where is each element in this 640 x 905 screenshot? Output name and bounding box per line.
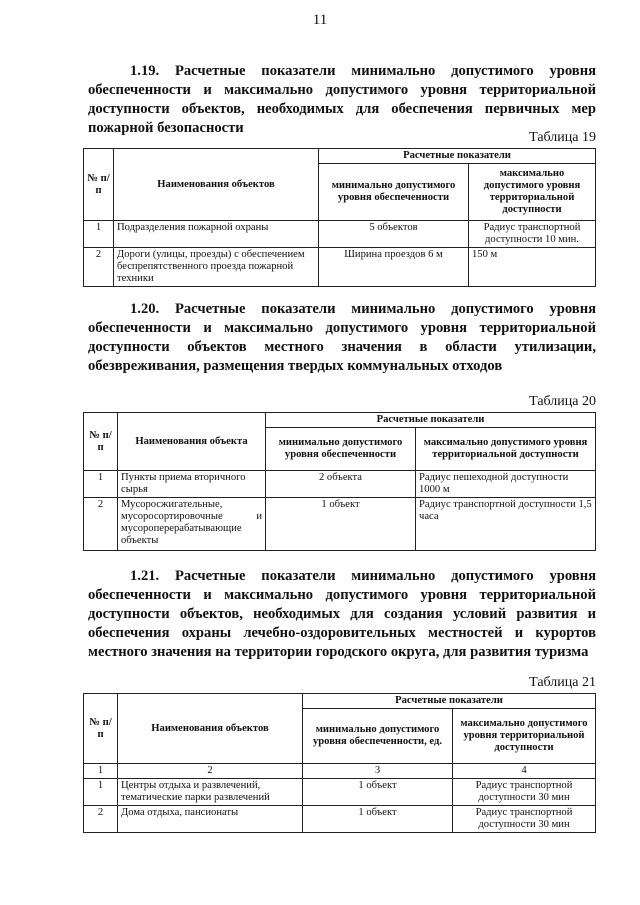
cell-max: Радиус транспортной доступности 30 мин <box>453 806 596 833</box>
cell-min: 1 объект <box>303 779 453 806</box>
table-row <box>84 471 596 498</box>
cell-num: 1 <box>84 221 114 248</box>
header-name: Наименования объекта <box>118 413 266 471</box>
cell-name: Центры отдыха и развлечений, тематические парки развлечений <box>118 779 303 806</box>
cell-max: 150 м <box>469 248 596 287</box>
table-21 <box>83 693 596 833</box>
cell-name: Мусоросжигательные, мусоросортировочные и мусороперерабатывающие объекты <box>118 498 266 551</box>
header-max: максимально допустимого уровня территориальной доступности <box>416 428 596 471</box>
cell-name: Дороги (улицы, проезды) с обеспечением беспрепятственного проезда пожарной техники <box>114 248 319 287</box>
header-num: № п/п <box>84 149 114 221</box>
cell-name: Подразделения пожарной охраны <box>114 221 319 248</box>
col-number: 4 <box>453 764 596 779</box>
cell-max: Радиус транспортной доступности 30 мин <box>453 779 596 806</box>
column-numbers-row <box>84 764 596 779</box>
cell-num: 1 <box>84 779 118 806</box>
header-group: Расчетные показатели <box>319 149 596 164</box>
header-min: минимально допустимого уровня обеспеченности, ед. <box>303 709 453 764</box>
section-1-19 <box>88 62 596 138</box>
header-max: максимально допустимого уровня территориальной доступности <box>469 164 596 221</box>
cell-num: 2 <box>84 498 118 551</box>
cell-num: 2 <box>84 806 118 833</box>
section-heading: 1.20. Расчетные показатели минимально допустимого уровня обеспеченности и максимально допустимого уровня территориальной доступности объектов местного значения в области утилизации, обезвреживания, размещения твердых коммунальных отходов <box>88 301 596 374</box>
cell-min: 5 объектов <box>319 221 469 248</box>
header-name: Наименования объектов <box>118 694 303 764</box>
cell-min: 2 объекта <box>266 471 416 498</box>
header-group: Расчетные показатели <box>266 413 596 428</box>
cell-min: Ширина проездов 6 м <box>319 248 469 287</box>
page-number: 11 <box>312 12 328 28</box>
cell-name: Дома отдыха, пансионаты <box>118 806 303 833</box>
header-num: № п/п <box>84 694 118 764</box>
table-20 <box>83 412 596 551</box>
header-min: минимально допустимого уровня обеспеченности <box>319 164 469 221</box>
header-min: минимально допустимого уровня обеспеченности <box>266 428 416 471</box>
table-caption: Таблица 19 <box>529 130 596 145</box>
header-name: Наименования объектов <box>114 149 319 221</box>
header-max: максимально допустимого уровня территориальной доступности <box>453 709 596 764</box>
section-heading: 1.21. Расчетные показатели минимально допустимого уровня обеспеченности и максимально допустимого уровня территориальной доступности объектов, необходимых для создания условий развития и обеспечения охраны лечебно-оздоровительных местностей и курортов местного значения на территории городского округа, для развития туризма <box>88 568 596 660</box>
cell-min: 1 объект <box>266 498 416 551</box>
table-row <box>84 806 596 833</box>
table-row <box>84 248 596 287</box>
section-1-21 <box>88 567 596 662</box>
table-caption: Таблица 21 <box>529 675 596 690</box>
col-number: 3 <box>303 764 453 779</box>
cell-num: 2 <box>84 248 114 287</box>
cell-name: Пункты приема вторичного сырья <box>118 471 266 498</box>
table-row <box>84 498 596 551</box>
cell-min: 1 объект <box>303 806 453 833</box>
section-heading: 1.19. Расчетные показатели минимально допустимого уровня обеспеченности и максимально допустимого уровня территориальной доступности объектов, необходимых для обеспечения первичных мер пожарной безопасности <box>88 63 596 136</box>
table-19 <box>83 148 596 287</box>
table-caption: Таблица 20 <box>529 394 596 409</box>
col-number: 2 <box>118 764 303 779</box>
col-number: 1 <box>84 764 118 779</box>
header-group: Расчетные показатели <box>303 694 596 709</box>
cell-max: Радиус пешеходной доступности 1000 м <box>416 471 596 498</box>
header-num: № п/п <box>84 413 118 471</box>
section-1-20 <box>88 300 596 376</box>
table-row <box>84 779 596 806</box>
cell-max: Радиус транспортной доступности 1,5 часа <box>416 498 596 551</box>
cell-num: 1 <box>84 471 118 498</box>
cell-max: Радиус транспортной доступности 10 мин. <box>469 221 596 248</box>
table-row <box>84 221 596 248</box>
